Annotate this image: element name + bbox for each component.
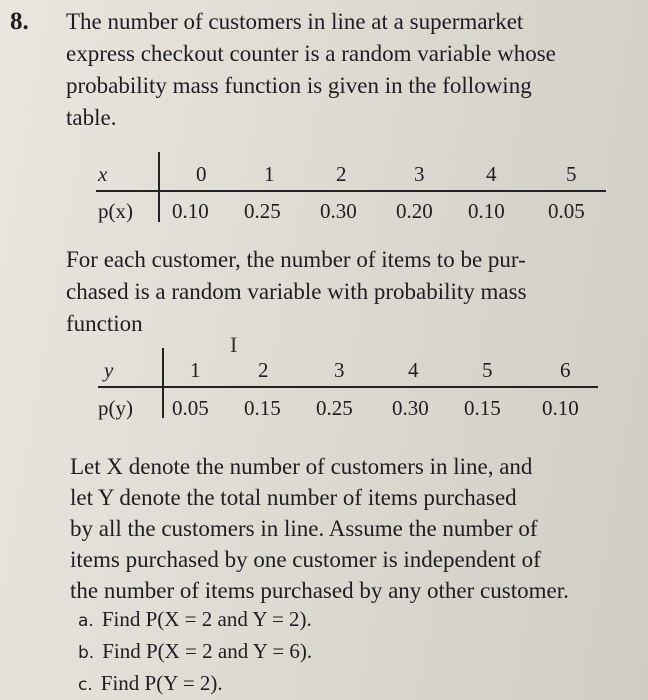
- table-cell: 4: [408, 358, 419, 382]
- intro-line: probability mass function is given in the following: [66, 73, 532, 98]
- question-text: Find P(Y = 2).: [100, 671, 223, 695]
- table-row-probs: [96, 199, 606, 227]
- table-horizontal-rule: [96, 190, 606, 192]
- final-line: let Y denote the total number of items purchased: [70, 485, 517, 510]
- list-item: [78, 668, 312, 700]
- middle-paragraph: [66, 244, 596, 340]
- table-cell: 5: [566, 162, 577, 186]
- table-cell: 1: [264, 162, 275, 186]
- table-cell: 6: [560, 358, 571, 382]
- table-cell: 3: [414, 162, 425, 186]
- table-row-values: [98, 358, 598, 386]
- middle-line: function: [66, 311, 143, 336]
- middle-line: chased is a random variable with probability mass: [66, 279, 527, 304]
- table-cell: 5: [482, 358, 493, 382]
- table-cell: 0.20: [396, 199, 433, 223]
- table-cell: 0.05: [172, 396, 209, 420]
- table-cell: 0.25: [244, 199, 281, 223]
- table-cell: 2: [258, 358, 269, 382]
- question-text: Find P(X = 2 and Y = 2).: [101, 607, 312, 631]
- table-cell: 0.30: [320, 199, 357, 223]
- table-row-probs: [98, 396, 598, 424]
- table-cell: 0.15: [464, 396, 501, 420]
- pmf-table-x: [96, 162, 606, 232]
- intro-line: table.: [66, 105, 117, 130]
- table-cell: 3: [334, 358, 345, 382]
- table-var-label: y: [104, 358, 114, 382]
- table-cell: 0.30: [392, 396, 429, 420]
- table-cell: 0: [196, 162, 207, 186]
- question-text: Find P(X = 2 and Y = 6).: [102, 639, 313, 663]
- final-paragraph: [70, 451, 595, 606]
- table-prob-label: p(x): [98, 199, 133, 223]
- table-cell: 0.10: [542, 396, 579, 420]
- list-item: [78, 636, 312, 668]
- final-line: Let X denote the number of customers in line, and: [70, 454, 533, 479]
- intro-line: express checkout counter is a random variable whose: [66, 41, 556, 66]
- table-cell: 0.10: [468, 199, 505, 223]
- intro-line: The number of customers in line at a supermarket: [66, 9, 524, 34]
- question-label: c.: [78, 675, 93, 695]
- question-list: [78, 604, 312, 700]
- list-item: [78, 604, 312, 636]
- table-cell: 0.05: [548, 199, 585, 223]
- table-cell: 0.10: [172, 199, 209, 223]
- middle-line: For each customer, the number of items to be pur-: [66, 247, 526, 272]
- intro-paragraph: [66, 6, 611, 134]
- table-cell: 1: [190, 358, 201, 382]
- final-line: items purchased by one customer is independent of: [70, 547, 541, 572]
- table-cell: 0.15: [244, 396, 281, 420]
- table-cell: 4: [486, 162, 497, 186]
- text-cursor-icon: I: [230, 332, 238, 357]
- final-line: the number of items purchased by any other customer.: [70, 578, 569, 603]
- table-row-values: [96, 162, 606, 190]
- problem-number: 8.: [10, 8, 29, 35]
- question-label: b.: [78, 643, 95, 663]
- table-var-label: x: [98, 162, 108, 186]
- table-prob-label: p(y): [98, 396, 133, 420]
- question-label: a.: [78, 611, 94, 631]
- table-horizontal-rule: [98, 386, 598, 388]
- table-cell: 0.25: [316, 396, 353, 420]
- table-cell: 2: [336, 162, 347, 186]
- final-line: by all the customers in line. Assume the number of: [70, 516, 538, 541]
- pmf-table-y: [98, 358, 598, 428]
